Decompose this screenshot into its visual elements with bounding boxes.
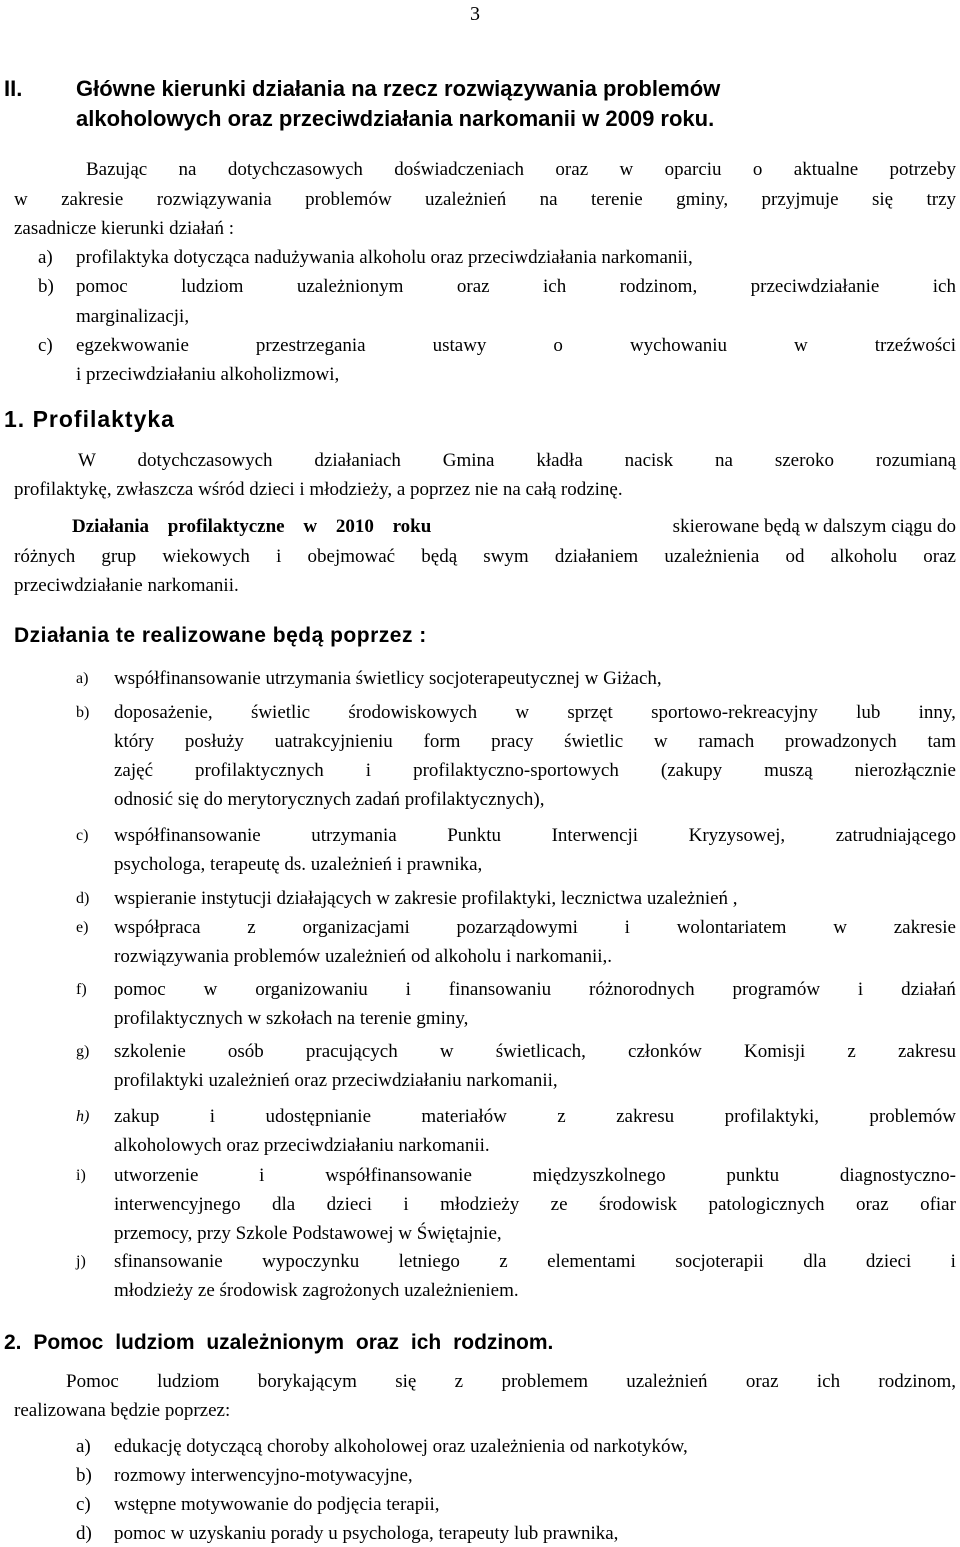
intro-line-1 bbox=[86, 159, 956, 181]
section-1-para-2-line-1 bbox=[72, 516, 956, 538]
word: w bbox=[203, 979, 218, 1000]
word: środowisk bbox=[598, 1194, 678, 1215]
word: i bbox=[857, 979, 864, 1000]
word: ramach bbox=[698, 731, 755, 752]
section-2-para-line-2: realizowana będzie poprzez: bbox=[14, 1400, 231, 1421]
section-1-para-2-bold: Działania profilaktyczne w 2010 roku bbox=[72, 516, 432, 537]
action-text-line bbox=[114, 702, 956, 724]
word: tam bbox=[927, 731, 956, 752]
section-2-heading: 2. Pomoc ludziom uzależnionym oraz ich rodzinom. bbox=[4, 1331, 554, 1354]
word: utrzymania bbox=[311, 825, 397, 846]
action-text-line: przemocy, przy Szkole Podstawowej w Świętajnie, bbox=[114, 1223, 502, 1244]
word: młodzieży bbox=[440, 1194, 520, 1215]
word: z bbox=[247, 917, 256, 938]
section-2-item-text: pomoc w uzyskaniu porady u psychologa, terapeuty lub prawnika, bbox=[114, 1523, 619, 1544]
word: zatrudniającego bbox=[835, 825, 956, 846]
word: interwencyjnego bbox=[114, 1194, 241, 1215]
word: doposażenie, bbox=[114, 702, 213, 723]
direction-text: egzekwowanie przestrzegania ustawy o wychowaniu w trzeźwości bbox=[76, 335, 956, 356]
action-label: b) bbox=[76, 704, 90, 721]
word: letniego bbox=[398, 1251, 460, 1272]
intro-line-2: w zakresie rozwiązywania problemów uzależnień na terenie gminy, przyjmuje się trzy bbox=[14, 189, 956, 210]
action-text-line: profilaktycznych w szkołach na terenie gminy, bbox=[114, 1008, 469, 1029]
word: form bbox=[423, 731, 461, 752]
section-2-item-label: c) bbox=[76, 1494, 91, 1515]
action-text-line: odnosić się do merytorycznych zadań profilaktycznych), bbox=[114, 789, 545, 810]
word: sfinansowanie bbox=[114, 1251, 223, 1272]
word: współpraca bbox=[114, 917, 201, 938]
section-1-para-2-rest: skierowane będą w dalszym ciągu do bbox=[672, 516, 956, 537]
action-text-line: wspieranie instytucji działających w zakresie profilaktyki, lecznictwa uzależnień , bbox=[114, 888, 738, 909]
word: ze bbox=[550, 1194, 568, 1215]
action-label: i) bbox=[76, 1167, 86, 1184]
direction-text: profilaktyka dotycząca nadużywania alkoholu oraz przeciwdziałania narkomanii, bbox=[76, 247, 693, 268]
word: i bbox=[950, 1251, 956, 1272]
intro-line-3: zasadnicze kierunki działań : bbox=[14, 218, 234, 239]
word: profilaktyki, bbox=[724, 1106, 820, 1127]
word: i bbox=[365, 760, 372, 781]
word: Kryzysowej, bbox=[688, 825, 786, 846]
word: i bbox=[209, 1106, 216, 1127]
word: sportowo-rekreacyjny bbox=[651, 702, 818, 723]
word: dla bbox=[803, 1251, 827, 1272]
page-number: 3 bbox=[470, 3, 480, 25]
word: patologicznych bbox=[708, 1194, 825, 1215]
direction-text: pomoc ludziom uzależnionym oraz ich rodzinom, przeciwdziałanie ich bbox=[76, 276, 956, 297]
word: punktu bbox=[726, 1165, 780, 1186]
word: międzyszkolnego bbox=[532, 1165, 666, 1186]
word: osób bbox=[227, 1041, 264, 1062]
action-text-line: współfinansowanie utrzymania świetlicy socjoterapeutycznej w Giżach, bbox=[114, 668, 662, 689]
word: muszą bbox=[764, 760, 813, 781]
action-text-line: alkoholowych oraz przeciwdziałaniu narkomanii. bbox=[114, 1135, 490, 1156]
word: który bbox=[114, 731, 155, 752]
action-text-line bbox=[114, 1041, 956, 1063]
section-2-item-text: edukację dotyczącą choroby alkoholowej oraz uzależnienia od narkotyków, bbox=[114, 1436, 688, 1457]
word: działań bbox=[901, 979, 956, 1000]
action-label: a) bbox=[76, 670, 89, 687]
word: utworzenie bbox=[114, 1165, 199, 1186]
word: i bbox=[624, 917, 630, 938]
word: świetlic bbox=[564, 731, 624, 752]
word: organizacjami bbox=[302, 917, 410, 938]
word: dzieci bbox=[865, 1251, 912, 1272]
word: zakresu bbox=[616, 1106, 675, 1127]
word: organizowaniu bbox=[255, 979, 368, 1000]
action-text-line bbox=[114, 1165, 956, 1187]
action-label: g) bbox=[76, 1043, 90, 1060]
action-text-line bbox=[114, 917, 956, 939]
word: materiałów bbox=[421, 1106, 507, 1127]
section-2-item-text: wstępne motywowanie do podjęcia terapii, bbox=[114, 1494, 440, 1515]
word: z bbox=[557, 1106, 566, 1127]
word: sprzęt bbox=[567, 702, 613, 723]
section-2-item-text: rozmowy interwencyjno-motywacyjne, bbox=[114, 1465, 413, 1486]
word: świetlic bbox=[250, 702, 311, 723]
word: świetlicach, bbox=[495, 1041, 586, 1062]
word: diagnostyczno- bbox=[839, 1165, 956, 1186]
word: różnorodnych bbox=[589, 979, 695, 1000]
word: zakup bbox=[114, 1106, 160, 1127]
action-text-line bbox=[114, 1194, 956, 1216]
action-text-line: młodzieży ze środowisk zagrożonych uzależnieniem. bbox=[114, 1280, 519, 1301]
word: uatrakcyjnieniu bbox=[274, 731, 393, 752]
word: dzieci bbox=[326, 1194, 373, 1215]
word: w bbox=[515, 702, 530, 723]
word: problemów bbox=[869, 1106, 956, 1127]
action-text-line: rozwiązywania problemów uzależnień od alkoholu i narkomanii,. bbox=[114, 946, 613, 967]
word: zajęć bbox=[114, 760, 154, 781]
word: Interwencji bbox=[551, 825, 639, 846]
word: udostępnianie bbox=[265, 1106, 371, 1127]
action-text-line bbox=[114, 979, 956, 1001]
action-text-line bbox=[114, 825, 956, 847]
word: z bbox=[499, 1251, 508, 1272]
action-label: h) bbox=[76, 1108, 90, 1125]
word: pracy bbox=[491, 731, 534, 752]
word: inny, bbox=[918, 702, 956, 723]
word: pomoc bbox=[114, 979, 166, 1000]
action-label: j) bbox=[76, 1253, 86, 1270]
word: w bbox=[439, 1041, 454, 1062]
word: i bbox=[403, 1194, 409, 1215]
action-label: d) bbox=[76, 890, 90, 907]
section-1-para-1-line-2: profilaktykę, zwłaszcza wśród dzieci i młodzieży, a poprzez nie na całą rodzinę. bbox=[14, 479, 623, 500]
action-label: e) bbox=[76, 919, 89, 936]
word: zakresie bbox=[893, 917, 956, 938]
section-2-item-label: a) bbox=[76, 1436, 91, 1457]
word: Komisji bbox=[744, 1041, 806, 1062]
word: wypoczynku bbox=[262, 1251, 360, 1272]
word: socjoterapii bbox=[675, 1251, 764, 1272]
word: członków bbox=[628, 1041, 702, 1062]
word: pracujących bbox=[305, 1041, 398, 1062]
section-2-item-label: b) bbox=[76, 1465, 92, 1486]
word: i bbox=[259, 1165, 265, 1186]
word: współfinansowanie bbox=[114, 825, 261, 846]
word: środowiskowych bbox=[348, 702, 478, 723]
action-text-line: psychologa, terapeutę ds. uzależnień i prawnika, bbox=[114, 854, 483, 875]
word: lub bbox=[856, 702, 881, 723]
word: elementami bbox=[547, 1251, 636, 1272]
word: programów bbox=[732, 979, 821, 1000]
section-2-item-label: d) bbox=[76, 1523, 92, 1544]
word: ofiar bbox=[920, 1194, 956, 1215]
section-1-para-2-line-3: przeciwdziałanie narkomanii. bbox=[14, 575, 239, 596]
direction-label: a) bbox=[38, 247, 53, 268]
action-text-line bbox=[114, 731, 956, 753]
action-text-line bbox=[114, 760, 956, 782]
chapter-number: II. bbox=[4, 76, 23, 101]
direction-label: b) bbox=[38, 276, 54, 297]
word: oraz bbox=[855, 1194, 889, 1215]
section-1-para-1-line-1: W dotychczasowych działaniach Gmina kładła nacisk na szeroko rozumianą bbox=[78, 450, 956, 471]
chapter-title-line-1: Główne kierunki działania na rzecz rozwiązywania problemów bbox=[76, 76, 721, 101]
word: w bbox=[833, 917, 847, 938]
word: z bbox=[847, 1041, 856, 1062]
action-text-line bbox=[114, 1106, 956, 1128]
direction-text-cont: i przeciwdziałaniu alkoholizmowi, bbox=[76, 364, 340, 385]
word: współfinansowanie bbox=[325, 1165, 472, 1186]
word: pozarządowymi bbox=[456, 917, 578, 938]
section-2-para-line-1: Pomoc ludziom borykającym się z problemem uzależnień oraz ich rodzinom, bbox=[66, 1371, 956, 1392]
word: profilaktycznych bbox=[195, 760, 324, 781]
word: zakresu bbox=[897, 1041, 956, 1062]
word: (zakupy bbox=[660, 760, 723, 781]
action-text-line: profilaktyki uzależnień oraz przeciwdziałaniu narkomanii, bbox=[114, 1070, 558, 1091]
word: wolontariatem bbox=[676, 917, 787, 938]
action-label: f) bbox=[76, 981, 87, 998]
word: finansowaniu bbox=[448, 979, 552, 1000]
word: prowadzonych bbox=[784, 731, 897, 752]
word: szkolenie bbox=[114, 1041, 186, 1062]
section-1-subheading: Działania te realizowane będą poprzez : bbox=[14, 624, 427, 647]
direction-label: c) bbox=[38, 335, 53, 356]
word: posłuży bbox=[184, 731, 244, 752]
section-1-para-2-line-2: różnych grup wiekowych i obejmować będą swym działaniem uzależnienia od alkoholu oraz bbox=[14, 546, 956, 567]
intro-text-1: Bazując na dotychczasowych doświadczeniach oraz w oparciu o aktualne potrzeby bbox=[86, 159, 956, 180]
word: profilaktyczno-sportowych bbox=[413, 760, 619, 781]
word: dla bbox=[272, 1194, 296, 1215]
word: i bbox=[405, 979, 411, 1000]
word: nierozłącznie bbox=[854, 760, 956, 781]
direction-text-cont: marginalizacji, bbox=[76, 306, 190, 327]
action-text-line bbox=[114, 1251, 956, 1273]
action-label: c) bbox=[76, 827, 89, 844]
word: Punktu bbox=[447, 825, 502, 846]
chapter-title-line-2: alkoholowych oraz przeciwdziałania narkomanii w 2009 roku. bbox=[76, 106, 715, 131]
section-1-heading: 1. Profilaktyka bbox=[4, 406, 175, 432]
word: w bbox=[653, 731, 668, 752]
